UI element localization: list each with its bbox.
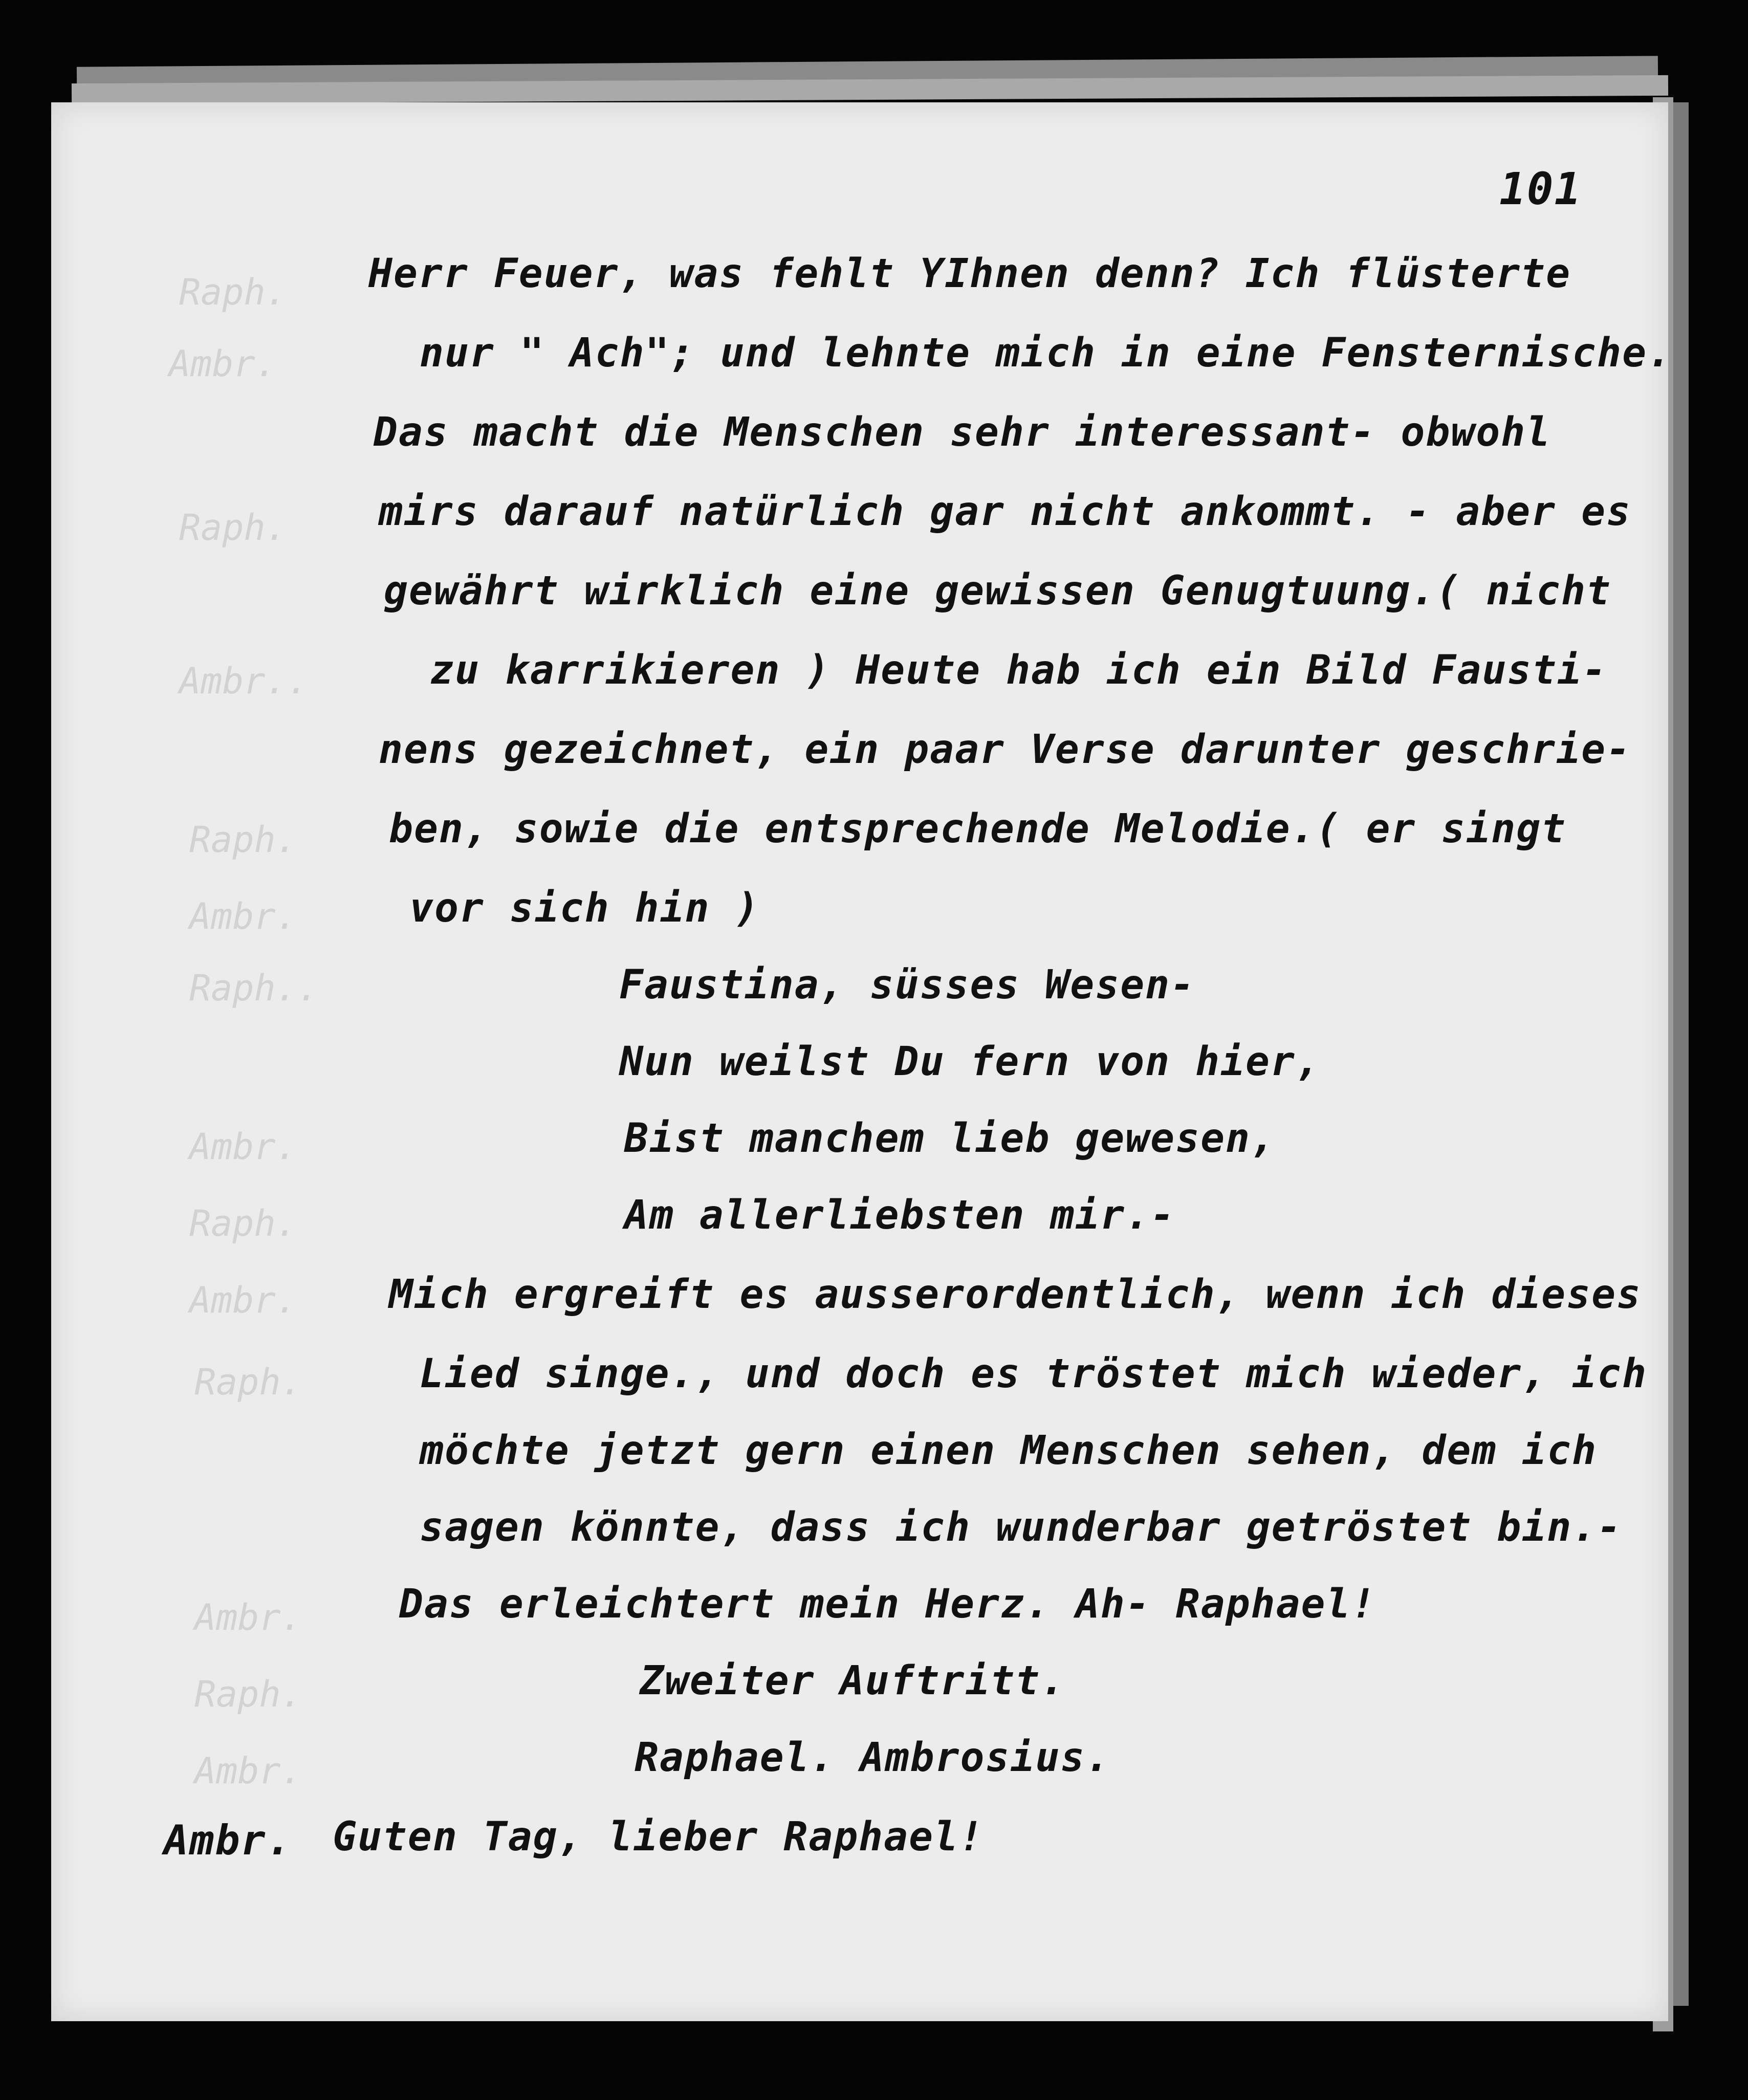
text-line: gewährt wirklich eine gewissen Genugtuung.( nicht: [384, 568, 1612, 614]
text-line: nur " Ach"; und lehnte mich in eine Fensternische.: [420, 330, 1672, 376]
verse-line: Nun weilst Du fern von hier,: [619, 1039, 1321, 1085]
text-line: möchte jetzt gern einen Menschen sehen, dem ich: [420, 1428, 1598, 1474]
bleed-through-speaker: Raph.: [194, 1673, 302, 1715]
bleed-through-speaker: Raph..: [189, 967, 319, 1009]
bleed-through-speaker: Raph.: [179, 271, 287, 313]
text-line: Lied singe., und doch es tröstet mich wieder, ich: [420, 1351, 1648, 1397]
bleed-through-speaker: Raph.: [189, 819, 297, 861]
bleed-through-speaker: Ambr.: [169, 343, 277, 385]
bleed-through-speaker: Ambr.: [194, 1596, 302, 1638]
text-line: Das erleichtert mein Herz. Ah- Raphael!: [399, 1581, 1376, 1627]
page-edge: [1673, 102, 1689, 2006]
text-line: ben, sowie die entsprechende Melodie.( er singt: [389, 806, 1567, 852]
typescript-page: [51, 102, 1672, 2021]
bleed-through-speaker: Ambr.: [189, 1279, 297, 1321]
speaker-name: Ambr.: [164, 1817, 292, 1864]
text-line: nens gezeichnet, ein paar Verse darunter geschrie-: [379, 727, 1631, 773]
text-line: zu karrikieren ) Heute hab ich ein Bild Fausti-: [430, 647, 1608, 693]
bleed-through-speaker: Ambr.: [194, 1750, 302, 1792]
bleed-through-speaker: Raph.: [194, 1361, 302, 1403]
verse-line: Faustina, süsses Wesen-: [619, 962, 1196, 1008]
dialogue-line: Guten Tag, lieber Raphael!: [333, 1814, 984, 1860]
verse-line: Am allerliebsten mir.-: [624, 1192, 1176, 1238]
bleed-through-speaker: Raph.: [179, 507, 287, 549]
bleed-through-speaker: Raph.: [189, 1202, 297, 1244]
verse-line: Bist manchem lieb gewesen,: [624, 1115, 1276, 1162]
bleed-through-speaker: Ambr..: [179, 660, 309, 702]
scene-characters: Raphael. Ambrosius.: [635, 1735, 1111, 1781]
text-line: mirs darauf natürlich gar nicht ankommt. - aber es: [379, 489, 1631, 535]
text-line: Mich ergreift es ausserordentlich, wenn ich dieses: [389, 1272, 1642, 1318]
text-line: Das macht die Menschen sehr interessant- obwohl: [374, 409, 1552, 455]
text-line: sagen könnte, dass ich wunderbar getröstet bin.-: [420, 1504, 1623, 1550]
page-number: 101: [1499, 164, 1582, 215]
text-line: vor sich hin ): [409, 885, 760, 931]
bleed-through-speaker: Ambr.: [189, 895, 297, 937]
text-line: Herr Feuer, was fehlt YIhnen denn? Ich flüsterte: [368, 251, 1571, 297]
bleed-through-speaker: Ambr.: [189, 1126, 297, 1168]
scene-heading: Zweiter Auftritt.: [640, 1658, 1066, 1704]
